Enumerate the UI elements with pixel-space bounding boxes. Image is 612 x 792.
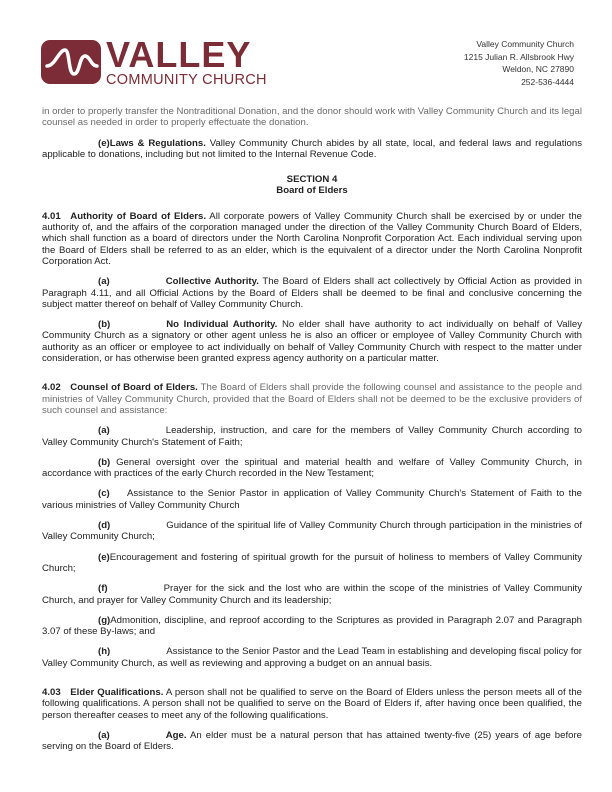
address-line: Weldon, NC 27890 (502, 64, 574, 74)
paragraph-4-03: 4.03 Elder Qualifications. A person shall not be qualified to serve on the Board of Elders unless the person meets all of the following qualifications. A person shall not be qualified to serve on the Board of Elders if, after having once been qualified, the person thereafter ceases to meet any of the following qualifications. (42, 686, 583, 721)
address-line: 1215 Julian R. Allsbrook Hwy (463, 51, 574, 62)
paragraph-4-01-b: (b) No Individual Authority. No elder shall have authority to act individually on behalf of Valley Community Church as a signatory or other agent unless he is also an officer or employee of Valley Community Church with authority as an officer or employee to act individually on behalf of Valley Community Church with respect to the matter under consideration, or has otherwise been granted express agency authority on a particular matter. (42, 319, 582, 365)
paragraph-heading: 4.03 Elder Qualifications. (42, 686, 164, 698)
list-item: (a) Leadership, instruction, and care for the members of Valley Community Church according to Valley Community Church's Statement of Faith; (42, 425, 582, 448)
paragraph-4-03-a: (a) Age. An elder must be a natural person that has attained twenty-five (25) years of age before serving on the Board of Elders. (42, 729, 582, 753)
section-title: Board of Elders (276, 185, 348, 197)
list-item: (d) Guidance of the spiritual life of Valley Community Church through participation in the ministries of Valley Community Church; (42, 520, 582, 543)
paragraph-4-01: 4.01 Authority of Board of Elders. All corporate powers of Valley Community Church shall be exercised by or under the authority of, and the affairs of the corporation managed under the direction of the Valley Community Church Board of Elders, which shall function as a board of directors under the North Carolina Nonprofit Corporation Act. Each individual serving upon the Board of Elders shall be referred to as an elder, which is the equivalent of a director under the North Carolina Nonprofit Corporation Act. (42, 210, 582, 267)
list-item: (c) Assistance to the Senior Pastor in application of Valley Community Church's Statement of Faith to the various ministries of Valley Community Church (42, 488, 582, 511)
list-item: (e)Encouragement and fostering of spiritual growth for the pursuit of holiness to members of Valley Community Church; (42, 551, 582, 574)
list-item: (f) Prayer for the sick and the lost who are within the scope of the ministries of Valley Community Church, and prayer for Valley Community Church and its leadership; (42, 583, 582, 606)
list-item: (h) Assistance to the Senior Pastor and the Lead Team in establishing and developing fiscal policy for Valley Community Church, as well as reviewing and approving a budget on an annual basis. (42, 646, 582, 669)
address-line: 252-536-4444 (521, 76, 574, 87)
item-title: Collective Authority. (165, 276, 259, 288)
paragraph-heading: 4.02 Counsel of Board of Elders. (42, 382, 198, 394)
document-body (42, 106, 582, 752)
continuation-paragraph: in order to properly transfer the Nontraditional Donation, and the donor should work with Valley Community Church and its legal counsel as needed in order to properly effectuate the donation. (42, 106, 582, 129)
item-title: Age. (165, 729, 187, 741)
item-label: (e)Laws & Regulations. (98, 137, 206, 149)
church-logo-icon (41, 40, 101, 84)
paragraph-4-02: 4.02 Counsel of Board of Elders. The Board of Elders shall provide the following counsel and assistance to the people and ministries of Valley Community Church, provided that the Board of Elders shall not be deemed to be the exclusive providers of such counsel and assistance: (42, 382, 582, 416)
paragraph-laws-regulations: (e)Laws & Regulations. Valley Community Church abides by all state, local, and federal laws and regulations applicable to donations, including but not limited to the Internal Revenue Code. (42, 137, 583, 160)
paragraph-heading: 4.01 Authority of Board of Elders. (42, 210, 207, 222)
list-item: (g)Admonition, discipline, and reproof according to the Scriptures as provided in Paragraph 2.07 and Paragraph 3.07 of these By-laws; and (42, 614, 582, 638)
brand-name: VALLEY (106, 34, 252, 75)
section-number: SECTION 4 (286, 174, 338, 186)
church-address (464, 38, 574, 88)
paragraph-4-01-a: (a) Collective Authority. The Board of Elders shall act collectively by Official Action as provided in Paragraph 4.11, and all Official Actions by the Board of Elders shall be deemed to be final and conclusive concerning the subject matter thereof on behalf of Valley Community Church. (42, 276, 582, 310)
item-title: No Individual Authority. (166, 319, 278, 331)
brand-subtitle: COMMUNITY CHURCH (106, 72, 267, 88)
address-line: Valley Community Church (476, 39, 574, 49)
list-item: (b) General oversight over the spiritual and material health and welfare of Valley Community Church, in accordance with practices of the early Church recorded in the New Testament; (42, 456, 583, 480)
